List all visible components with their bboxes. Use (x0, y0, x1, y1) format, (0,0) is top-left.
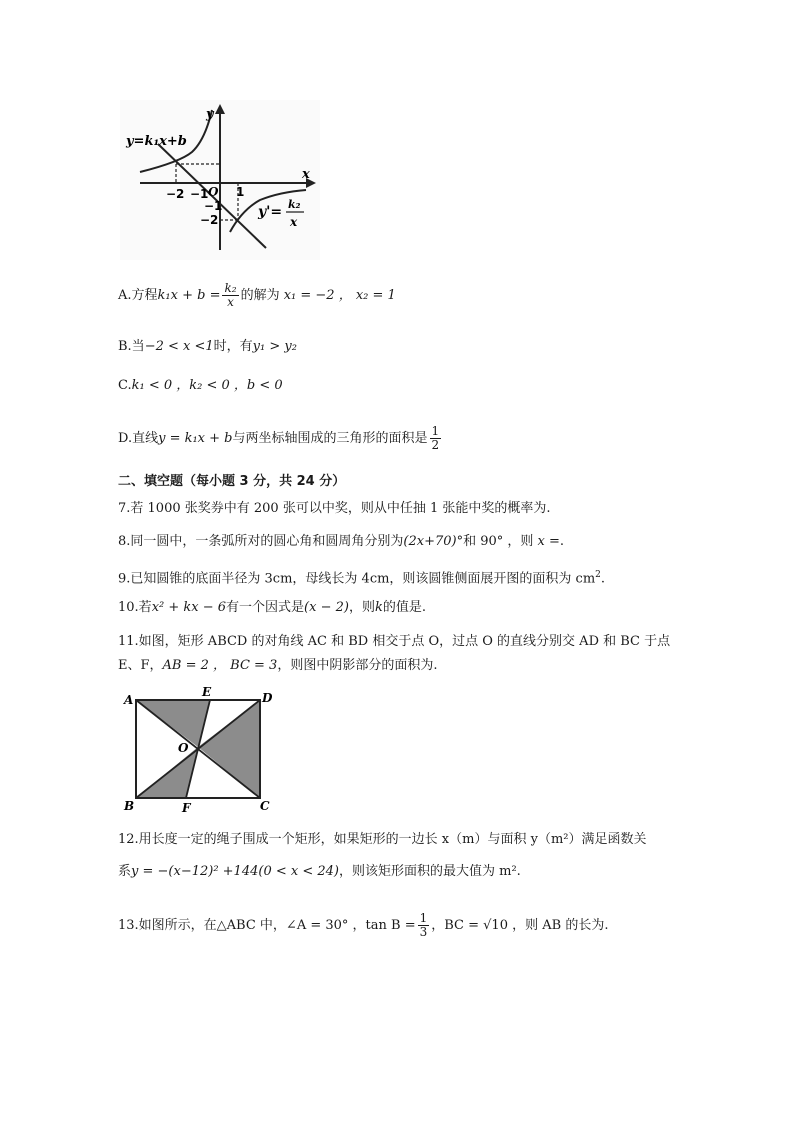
label-a: A (124, 693, 134, 707)
tick-neg1: −1 (190, 187, 209, 201)
question-11-line1: 11.如图，矩形 ABCD 的对角线 AC 和 BD 相交于点 O，过点 O 的直线分别交 AD 和 BC 于点 (118, 634, 671, 649)
label-d: D (262, 691, 273, 705)
curve-label-den: x (290, 215, 298, 229)
function-graph-figure (120, 100, 320, 260)
option-d-prefix: D.直线 (118, 431, 159, 446)
section-heading: 二、填空题（每小题 3 分，共 24 分） (118, 474, 346, 489)
question-9: 9.已知圆锥的底面半径为 3cm，母线长为 4cm，则该圆锥侧面展开图的面积为 $cm^2$. (118, 570, 606, 587)
question-12-line1: 12.用长度一定的绳子围成一个矩形，如果矩形的一边长 x（m）与面积 y（m²）满足函数关 (118, 832, 647, 847)
question-12-line2: 系y = −(x−12)² +144(0 < x < 24)，则该矩形面积的最大值为 m². (118, 864, 521, 879)
question-7: 7.若 1000 张奖券中有 200 张可以中奖，则从中任抽 1 张能中奖的概率为. (118, 501, 551, 516)
question-11-line2: E、F，AB = 2 ， BC = 3，则图中阴影部分的面积为. (118, 658, 438, 673)
option-a (118, 282, 396, 309)
q13-fraction: $\frac{1}{3}$ (419, 911, 428, 939)
origin-label: O (208, 185, 219, 199)
label-c: C (260, 799, 270, 813)
q10-expr: x² + kx − 6 (151, 600, 227, 615)
tick-y-neg1: −1 (204, 199, 223, 213)
option-b-cond: −2 < x <1 (144, 339, 214, 354)
rectangle-figure (120, 684, 280, 814)
option-a-fraction: $\frac{\text{k₂}}{x}$ (224, 281, 237, 309)
option-a-prefix: A.方程 (118, 288, 158, 303)
tick-y-neg2: −2 (200, 213, 219, 227)
option-a-mid: 的解为 (240, 288, 280, 303)
option-c (118, 376, 283, 396)
label-e: E (202, 685, 212, 699)
option-b (118, 337, 297, 357)
option-b-rel: y₁ > y₂ (252, 339, 297, 354)
option-d-mid: 与两坐标轴围成的三角形的面积是 (232, 431, 428, 446)
option-a-eq: k₁x + b = (157, 288, 221, 303)
question-10: 10.若x² + kx − 6有一个因式是(x − 2)，则k的值是. (118, 600, 426, 615)
curve-label-num: k₂ (288, 198, 301, 211)
y-axis-label: y (206, 107, 214, 122)
line-label: y=k₁x+b (126, 134, 187, 149)
tick-neg2: −2 (166, 187, 185, 201)
option-d-eq: y = k₁x + b (158, 431, 233, 446)
option-a-solution: x₁ = −2 ， x₂ = 1 (283, 288, 396, 303)
label-o: O (178, 741, 189, 755)
label-f: F (182, 801, 191, 814)
option-b-mid: 时，有 (213, 339, 253, 354)
option-c-text: k₁ < 0 ，k₂ < 0 ，b < 0 (131, 378, 283, 393)
curve-label: y'= (258, 204, 283, 220)
x-axis-label: x (302, 167, 310, 182)
q8-expr: (2x+70)° (403, 534, 464, 549)
tick-1: 1 (236, 185, 245, 199)
option-d (118, 425, 443, 452)
option-b-prefix: B.当 (118, 339, 145, 354)
option-d-fraction: $\frac{1}{2}$ (431, 424, 440, 452)
label-b: B (124, 799, 135, 813)
question-8: 8.同一圆中，一条弧所对的圆心角和圆周角分别为(2x+70)°和 90° ，则 x =. (118, 534, 565, 549)
question-13: 13.如图所示，在△ABC 中，∠A = 30° ，tan B = $\frac{1}{3}$ ，BC = √10 ，则 AB 的长为. (118, 911, 609, 939)
option-c-prefix: C. (118, 378, 132, 393)
